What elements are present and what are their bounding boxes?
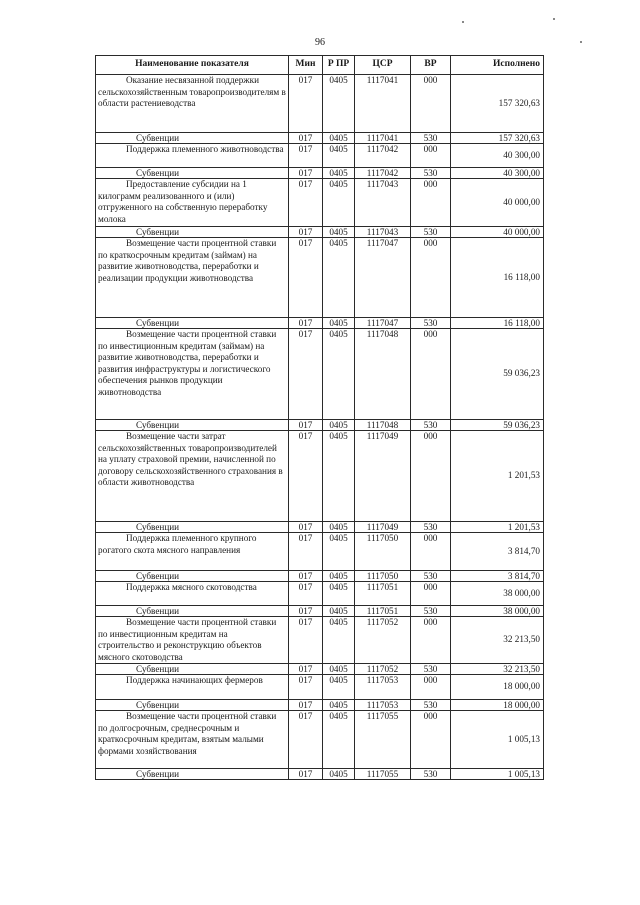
cell-rpr: 0405: [323, 227, 355, 238]
cell-rpr: 0405: [323, 144, 355, 168]
table-row-subvention: [96, 664, 544, 675]
cell-min: 017: [289, 179, 323, 227]
table-row-subvention: [96, 133, 544, 144]
cell-vr: 000: [411, 75, 451, 133]
cell-name: Поддержка мясного скотоводства: [96, 582, 289, 606]
table-row-item: [96, 533, 544, 571]
cell-rpr: 0405: [323, 75, 355, 133]
table-row-subvention: [96, 522, 544, 533]
cell-vr: 000: [411, 179, 451, 227]
cell-name: Субвенции: [96, 664, 289, 675]
cell-rpr: 0405: [323, 711, 355, 769]
scan-speck: [553, 18, 555, 20]
cell-vr: 000: [411, 711, 451, 769]
table-row-item: [96, 582, 544, 606]
cell-amount: 157 320,63: [451, 75, 544, 133]
cell-vr: 000: [411, 582, 451, 606]
cell-min: 017: [289, 571, 323, 582]
cell-min: 017: [289, 664, 323, 675]
cell-amount: 38 000,00: [451, 606, 544, 617]
cell-rpr: 0405: [323, 617, 355, 664]
cell-min: 017: [289, 238, 323, 318]
scan-speck: [580, 41, 582, 43]
cell-csr: 1117053: [355, 675, 411, 700]
cell-amount: 3 814,70: [451, 533, 544, 571]
cell-min: 017: [289, 617, 323, 664]
cell-name: Субвенции: [96, 318, 289, 329]
cell-csr: 1117049: [355, 522, 411, 533]
cell-amount: 38 000,00: [451, 582, 544, 606]
cell-vr: 000: [411, 533, 451, 571]
cell-vr: 530: [411, 664, 451, 675]
cell-name: Возмещение части процентной ставки по долгосрочным, среднесрочным и краткосрочным кредитам, взятым малыми формами хозяйствования: [96, 711, 289, 769]
col-header-amount: Исполнено: [451, 56, 544, 75]
cell-csr: 1117047: [355, 318, 411, 329]
cell-rpr: 0405: [323, 582, 355, 606]
table-row-item: [96, 144, 544, 168]
table-row-subvention: [96, 606, 544, 617]
cell-min: 017: [289, 533, 323, 571]
table-row-subvention: [96, 420, 544, 431]
cell-name: Возмещение части процентной ставки по краткосрочным кредитам (займам) на развитие животноводства, переработки и реализации продукции животноводства: [96, 238, 289, 318]
cell-name: Субвенции: [96, 700, 289, 711]
table-row-subvention: [96, 318, 544, 329]
cell-csr: 1117042: [355, 168, 411, 179]
cell-min: 017: [289, 675, 323, 700]
table-row-item: [96, 617, 544, 664]
cell-name: Возмещение части процентной ставки по инвестиционным кредитам на строительство и реконструкцию объектов мясного скотоводства: [96, 617, 289, 664]
cell-amount: 18 000,00: [451, 675, 544, 700]
table-row-subvention: [96, 227, 544, 238]
cell-name: Субвенции: [96, 227, 289, 238]
cell-csr: 1117050: [355, 571, 411, 582]
cell-csr: 1117042: [355, 144, 411, 168]
table-row-item: [96, 431, 544, 522]
cell-min: 017: [289, 133, 323, 144]
cell-rpr: 0405: [323, 168, 355, 179]
cell-name: Поддержка племенного животноводства: [96, 144, 289, 168]
cell-amount: 16 118,00: [451, 318, 544, 329]
cell-name: Субвенции: [96, 769, 289, 780]
cell-name: Субвенции: [96, 168, 289, 179]
cell-vr: 000: [411, 238, 451, 318]
cell-rpr: 0405: [323, 420, 355, 431]
table-row-item: [96, 238, 544, 318]
cell-rpr: 0405: [323, 133, 355, 144]
cell-rpr: 0405: [323, 533, 355, 571]
cell-rpr: 0405: [323, 769, 355, 780]
cell-amount: 1 201,53: [451, 431, 544, 522]
table-row-item: [96, 179, 544, 227]
cell-csr: 1117041: [355, 75, 411, 133]
cell-min: 017: [289, 144, 323, 168]
cell-rpr: 0405: [323, 329, 355, 420]
cell-csr: 1117051: [355, 606, 411, 617]
cell-vr: 530: [411, 420, 451, 431]
cell-min: 017: [289, 606, 323, 617]
table-row-item: [96, 675, 544, 700]
cell-amount: 40 000,00: [451, 179, 544, 227]
cell-name: Предоставление субсидии на 1 килограмм реализованного и (или) отгруженного на собственную переработку молока: [96, 179, 289, 227]
page-number: 96: [315, 37, 325, 48]
cell-csr: 1117041: [355, 133, 411, 144]
table-row-subvention: [96, 769, 544, 780]
cell-vr: 530: [411, 318, 451, 329]
cell-name: Субвенции: [96, 522, 289, 533]
cell-csr: 1117055: [355, 711, 411, 769]
cell-vr: 530: [411, 700, 451, 711]
cell-name: Поддержка племенного крупного рогатого скота мясного направления: [96, 533, 289, 571]
cell-csr: 1117050: [355, 533, 411, 571]
cell-rpr: 0405: [323, 675, 355, 700]
cell-min: 017: [289, 318, 323, 329]
cell-min: 017: [289, 431, 323, 522]
cell-csr: 1117049: [355, 431, 411, 522]
table-row-subvention: [96, 571, 544, 582]
table-row-item: [96, 329, 544, 420]
table-row-subvention: [96, 168, 544, 179]
table-row-item: [96, 75, 544, 133]
cell-min: 017: [289, 700, 323, 711]
cell-csr: 1117055: [355, 769, 411, 780]
cell-vr: 530: [411, 571, 451, 582]
cell-name: Возмещение части процентной ставки по инвестиционным кредитам (займам) на развитие животноводства, переработки и развития инфраструктуры и логистического обеспечения рынков продукции животноводства: [96, 329, 289, 420]
cell-min: 017: [289, 420, 323, 431]
cell-name: Субвенции: [96, 420, 289, 431]
col-header-min: Мин: [289, 56, 323, 75]
cell-name: Поддержка начинающих фермеров: [96, 675, 289, 700]
cell-rpr: 0405: [323, 179, 355, 227]
cell-rpr: 0405: [323, 431, 355, 522]
cell-min: 017: [289, 711, 323, 769]
cell-name: Субвенции: [96, 133, 289, 144]
cell-min: 017: [289, 769, 323, 780]
cell-amount: 3 814,70: [451, 571, 544, 582]
cell-vr: 530: [411, 769, 451, 780]
cell-amount: 59 036,23: [451, 420, 544, 431]
cell-amount: 1 005,13: [451, 769, 544, 780]
cell-min: 017: [289, 329, 323, 420]
cell-csr: 1117048: [355, 329, 411, 420]
cell-csr: 1117053: [355, 700, 411, 711]
cell-name: Субвенции: [96, 606, 289, 617]
col-header-vr: ВР: [411, 56, 451, 75]
cell-amount: 32 213,50: [451, 617, 544, 664]
cell-csr: 1117052: [355, 617, 411, 664]
col-header-name: Наименование показателя: [96, 56, 289, 75]
cell-rpr: 0405: [323, 606, 355, 617]
cell-csr: 1117052: [355, 664, 411, 675]
cell-rpr: 0405: [323, 571, 355, 582]
cell-min: 017: [289, 582, 323, 606]
cell-amount: 16 118,00: [451, 238, 544, 318]
cell-csr: 1117043: [355, 227, 411, 238]
cell-amount: 40 000,00: [451, 227, 544, 238]
cell-rpr: 0405: [323, 522, 355, 533]
cell-min: 017: [289, 522, 323, 533]
cell-amount: 40 300,00: [451, 168, 544, 179]
cell-vr: 000: [411, 675, 451, 700]
cell-csr: 1117047: [355, 238, 411, 318]
cell-min: 017: [289, 75, 323, 133]
cell-rpr: 0405: [323, 700, 355, 711]
table-header-row: [96, 56, 544, 75]
cell-csr: 1117048: [355, 420, 411, 431]
cell-vr: 000: [411, 144, 451, 168]
cell-amount: 1 005,13: [451, 711, 544, 769]
cell-vr: 530: [411, 133, 451, 144]
cell-vr: 000: [411, 329, 451, 420]
cell-amount: 40 300,00: [451, 144, 544, 168]
scan-speck: [462, 21, 464, 23]
cell-vr: 530: [411, 227, 451, 238]
cell-vr: 000: [411, 431, 451, 522]
col-header-csr: ЦСР: [355, 56, 411, 75]
cell-name: Субвенции: [96, 571, 289, 582]
cell-min: 017: [289, 227, 323, 238]
cell-rpr: 0405: [323, 238, 355, 318]
cell-amount: 157 320,63: [451, 133, 544, 144]
cell-vr: 000: [411, 617, 451, 664]
cell-rpr: 0405: [323, 318, 355, 329]
table-row-item: [96, 711, 544, 769]
cell-name: Возмещение части затрат сельскохозяйственных товаропроизводителей на уплату страховой премии, начисленной по договору сельскохозяйственного страхования в области животноводства: [96, 431, 289, 522]
cell-amount: 18 000,00: [451, 700, 544, 711]
cell-name: Оказание несвязанной поддержки сельскохозяйственным товаропроизводителям в области растениеводства: [96, 75, 289, 133]
cell-vr: 530: [411, 168, 451, 179]
col-header-rpr: Р ПР: [323, 56, 355, 75]
budget-table: [95, 55, 544, 780]
cell-vr: 530: [411, 606, 451, 617]
cell-rpr: 0405: [323, 664, 355, 675]
cell-csr: 1117043: [355, 179, 411, 227]
cell-amount: 59 036,23: [451, 329, 544, 420]
cell-vr: 530: [411, 522, 451, 533]
cell-amount: 32 213,50: [451, 664, 544, 675]
cell-csr: 1117051: [355, 582, 411, 606]
cell-min: 017: [289, 168, 323, 179]
table-row-subvention: [96, 700, 544, 711]
cell-amount: 1 201,53: [451, 522, 544, 533]
